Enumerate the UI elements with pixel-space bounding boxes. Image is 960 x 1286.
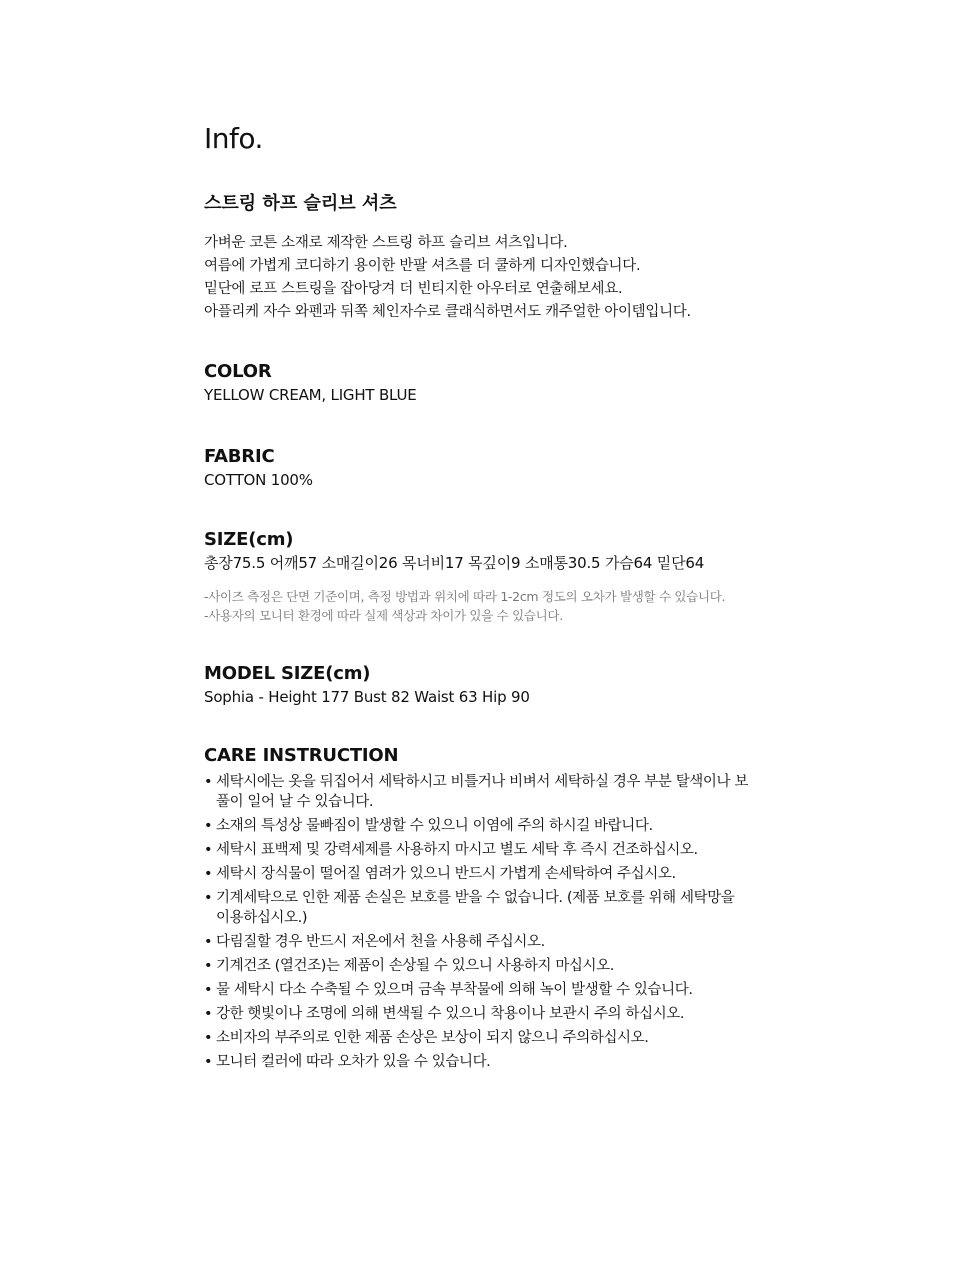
bullet-icon: • [204, 1030, 213, 1046]
size-section [204, 528, 764, 625]
care-item-text: 강한 햇빛이나 조명에 의해 변색될 수 있으니 착용이나 보관시 주의 하십시오. [216, 1006, 685, 1022]
fabric-section [204, 445, 764, 491]
care-item-text: 물 세탁시 다소 수축될 수 있으며 금속 부착물에 의해 녹이 발생할 수 있습니다. [216, 982, 693, 998]
bullet-icon: • [204, 1054, 213, 1070]
bullet-icon: • [204, 934, 213, 950]
color-heading: COLOR [204, 361, 272, 382]
care-item [204, 1004, 749, 1024]
care-section [204, 744, 764, 1072]
size-note: -사이즈 측정은 단면 기준이며, 측정 방법과 위치에 따라 1-2cm 정도의 오차가 발생할 수 있습니다. [204, 589, 726, 604]
description-line: 가벼운 코튼 소재로 제작한 스트링 하프 슬리브 셔츠입니다. [204, 235, 568, 251]
care-heading: CARE INSTRUCTION [204, 745, 399, 766]
size-notes [204, 588, 764, 625]
care-item-text: 다림질할 경우 반드시 저온에서 천을 사용해 주십시오. [216, 934, 545, 950]
bullet-icon: • [204, 958, 213, 974]
bullet-icon: • [204, 890, 213, 906]
care-item [204, 864, 749, 884]
care-item [204, 772, 749, 812]
color-section [204, 360, 764, 406]
bullet-icon: • [204, 866, 213, 882]
care-item-text: 소재의 특성상 물빠짐이 발생할 수 있으니 이염에 주의 하시길 바랍니다. [216, 818, 653, 834]
page-title: Info. [204, 122, 263, 155]
care-list [204, 772, 749, 1072]
product-name: 스트링 하프 슬리브 셔츠 [204, 193, 397, 214]
care-item [204, 888, 749, 928]
care-item-text: 소비자의 부주의로 인한 제품 손상은 보상이 되지 않으니 주의하십시오. [216, 1030, 649, 1046]
fabric-value: COTTON 100% [204, 471, 313, 489]
care-item [204, 840, 749, 860]
bullet-icon: • [204, 1006, 213, 1022]
care-item-text: 기계건조 (열건조)는 제품이 손상될 수 있으니 사용하지 마십시오. [216, 958, 614, 974]
description-line: 아플리케 자수 와펜과 뒤쪽 체인자수로 클래식하면서도 캐주얼한 아이템입니다. [204, 304, 691, 320]
bullet-icon: • [204, 818, 213, 834]
care-item-text: 모니터 컬러에 따라 오차가 있을 수 있습니다. [216, 1054, 491, 1070]
model-size-heading: MODEL SIZE(cm) [204, 663, 371, 684]
care-item-text: 세탁시에는 옷을 뒤집어서 세탁하시고 비틀거나 비벼서 세탁하실 경우 부분 탈색이나 보풀이 일어 날 수 있습니다. [216, 774, 748, 810]
care-item [204, 980, 749, 1000]
care-item-text: 세탁시 표백제 및 강력세제를 사용하지 마시고 별도 세탁 후 즉시 건조하십시오. [216, 842, 698, 858]
product-description [204, 232, 764, 324]
bullet-icon: • [204, 774, 213, 790]
care-item [204, 1052, 749, 1072]
info-content [204, 120, 764, 1076]
care-item-text: 세탁시 장식물이 떨어질 염려가 있으니 반드시 가볍게 손세탁하여 주십시오. [216, 866, 676, 882]
care-item [204, 956, 749, 976]
description-line: 여름에 가볍게 코디하기 용이한 반팔 셔츠를 더 쿨하게 디자인했습니다. [204, 258, 641, 274]
size-note: -사용자의 모니터 환경에 따라 실제 색상과 차이가 있을 수 있습니다. [204, 607, 563, 623]
care-item-text: 기계세탁으로 인한 제품 손실은 보호를 받을 수 없습니다. (제품 보호를 위해 세탁망을 이용하십시오.) [216, 890, 735, 926]
model-size-section [204, 662, 764, 708]
fabric-heading: FABRIC [204, 446, 275, 467]
size-heading: SIZE(cm) [204, 529, 294, 550]
description-line: 밑단에 로프 스트링을 잡아당겨 더 빈티지한 아우터로 연출해보세요. [204, 281, 623, 297]
size-value: 총장75.5 어깨57 소매길이26 목너비17 목깊이9 소매통30.5 가슴64 밑단64 [204, 554, 705, 572]
bullet-icon: • [204, 842, 213, 858]
bullet-icon: • [204, 982, 213, 998]
model-size-value: Sophia - Height 177 Bust 82 Waist 63 Hip 90 [204, 688, 530, 706]
care-item [204, 1028, 749, 1048]
care-item [204, 932, 749, 952]
care-item [204, 816, 749, 836]
color-value: YELLOW CREAM, LIGHT BLUE [204, 386, 417, 404]
